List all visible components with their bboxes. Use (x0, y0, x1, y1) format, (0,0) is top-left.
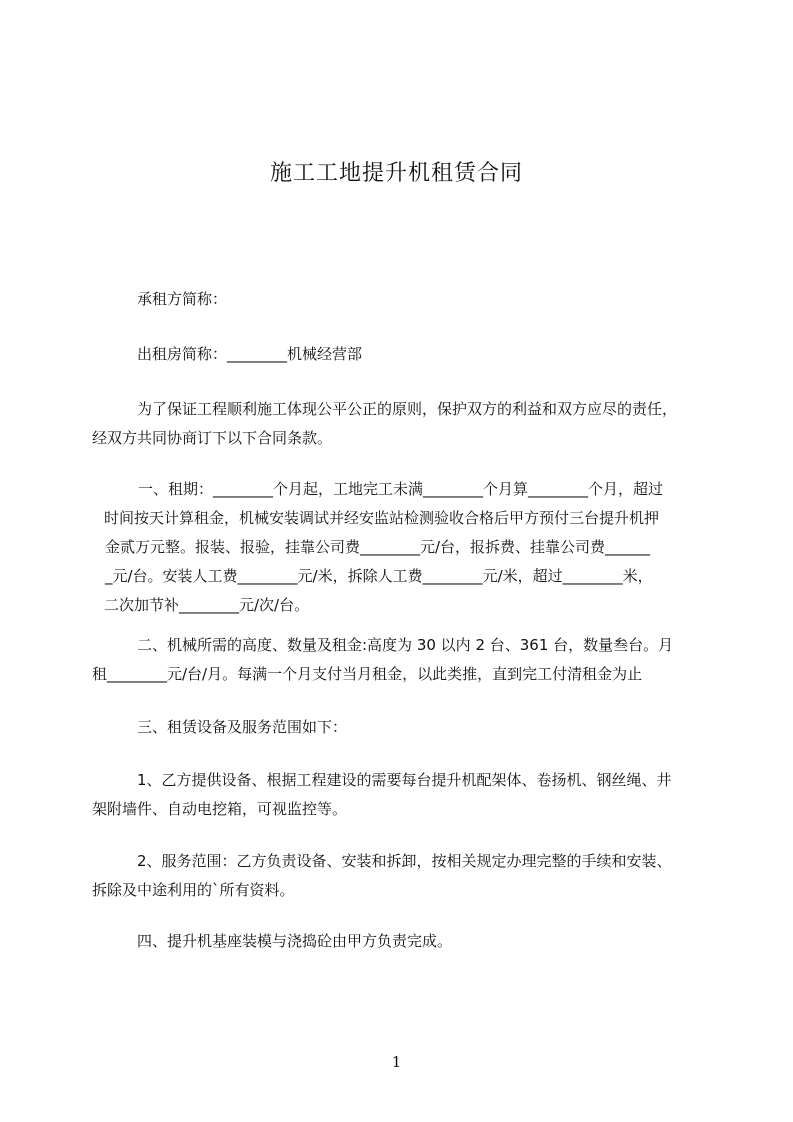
clause-2-line: 二、机械所需的高度、数量及租金:高度为 30 以内 2 台、361 台，数量叁台。月 (137, 636, 674, 654)
lessor-line: 出租房简称：________机械经营部 (137, 345, 363, 363)
clause-3-item-1-line: 1、乙方提供设备、根据工程建设的需要每台提升机配架体、卷扬机、钢丝绳、井 (137, 771, 672, 789)
clause-3-item-2-line: 2、服务范围：乙方负责设备、安装和拆卸，按相关规定办理完整的手续和安装、 (137, 852, 672, 870)
clause-3-heading: 三、租赁设备及服务范围如下： (137, 718, 348, 736)
page-number: 1 (391, 1053, 402, 1071)
clause-3-item-1 (92, 766, 712, 824)
intro-line: 为了保证工程顺利施工体现公平公正的原则，保护双方的利益和双方应尽的责任， (137, 400, 678, 418)
clause-1-line: 时间按天计算租金，机械安装调试并经安监站检测验收合格后甲方预付三台提升机押 (104, 509, 660, 527)
intro-paragraph (92, 395, 712, 453)
clause-1-line: 一、租期：________个月起，工地完工未满________个月算________个月，超过 (138, 480, 664, 498)
clause-4: 四、提升机基座装模与浇捣砼由甲方负责完成。 (137, 932, 453, 950)
clause-3-item-2 (92, 847, 712, 905)
clause-1-paragraph (92, 475, 712, 620)
clause-1-line: 金贰万元整。报装、报验，挂靠公司费________元/台，报拆费、挂靠公司费______ (105, 538, 651, 556)
document-title: 施工工地提升机租赁合同 (269, 160, 523, 186)
clause-1-line: 二次加节补________元/次/台。 (104, 596, 310, 614)
clause-2-line: 租________元/台/月。每满一个月支付当月租金，以此类推，直到完工付清租金为止 (92, 665, 643, 683)
intro-line: 经双方共同协商订下以下合同条款。 (92, 429, 333, 447)
clause-3-item-2-line: 拆除及中途利用的`所有资料。 (92, 881, 295, 899)
lessee-line: 承租方简称： (137, 290, 228, 308)
clause-1-line: _元/台。安装人工费________元/米，拆除人工费________元/米，超过________米， (105, 567, 653, 585)
clause-3-item-1-line: 架附墙件、自动电挖箱，可视监控等。 (92, 800, 348, 818)
clause-2-paragraph (92, 631, 712, 689)
